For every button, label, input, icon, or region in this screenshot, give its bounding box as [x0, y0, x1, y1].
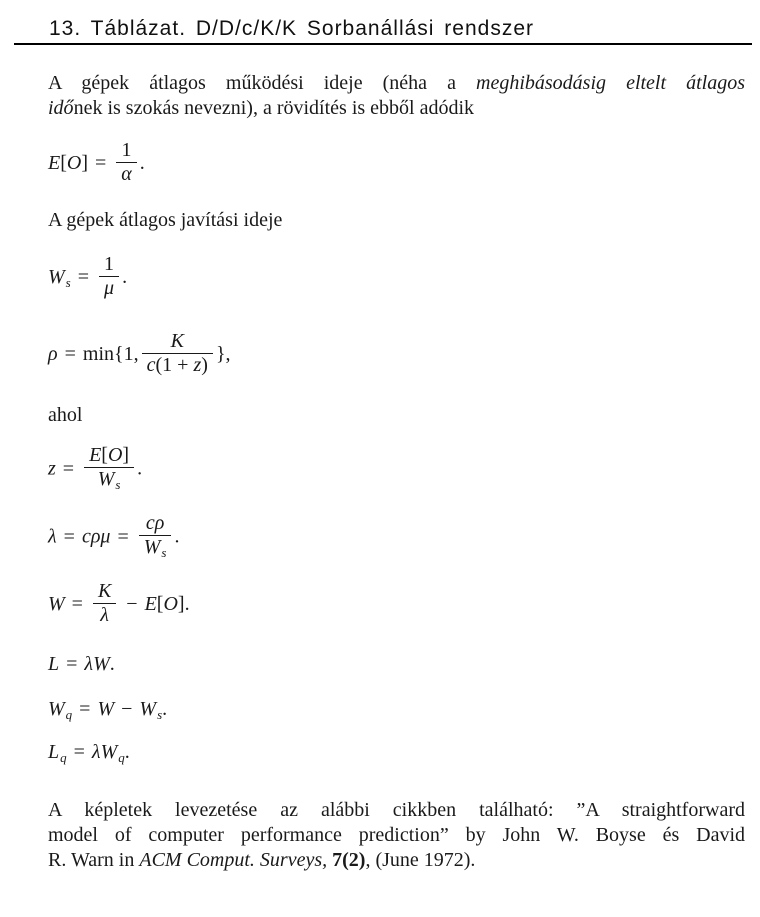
- paragraph-intro-line-2: [48, 96, 745, 121]
- period: .: [162, 698, 168, 720]
- fraction-denominator: [142, 353, 213, 377]
- math-var-W: W: [97, 467, 115, 490]
- math-var-W: W: [48, 593, 65, 616]
- fraction-numerator: cρ: [145, 511, 165, 534]
- math-var-c: c: [146, 353, 156, 376]
- citation-date: , (June 1972).: [365, 849, 476, 871]
- fraction-denominator: μ: [99, 276, 119, 300]
- math-term-lambda-W: λW: [91, 741, 118, 763]
- math-term-lambda-W: λW: [84, 653, 110, 675]
- citation-line-1: [48, 798, 745, 823]
- paragraph-ahol: ahol: [48, 404, 83, 426]
- period: .: [139, 152, 145, 175]
- fraction-denominator: [84, 467, 134, 492]
- fraction-numerator: K: [170, 329, 184, 352]
- minus-sign: −: [121, 698, 133, 720]
- math-var-rho: ρ: [48, 343, 58, 366]
- period: .: [124, 741, 130, 763]
- paragraph-intro-line-1: [48, 71, 745, 96]
- citation-text-3: R. Warn in: [48, 849, 140, 871]
- citation-line-2: [48, 823, 745, 848]
- equals-sign: =: [71, 593, 83, 616]
- math-var-O: O: [163, 593, 178, 616]
- formula-queue-wait: [48, 698, 760, 721]
- bracket-open: [: [60, 152, 67, 175]
- formula-z-ratio: [48, 443, 760, 494]
- math-var-O: O: [66, 152, 82, 175]
- formula-queue-length: [48, 741, 760, 764]
- period: .: [109, 653, 115, 675]
- formula-expected-operating-time: [48, 138, 760, 188]
- subscript-s: s: [161, 544, 167, 560]
- subscript-s: s: [115, 476, 121, 492]
- formula-utilization: [48, 329, 760, 379]
- paren-close: ): [201, 353, 208, 376]
- math-var-W-2: W: [97, 698, 115, 720]
- document-page: [0, 17, 760, 873]
- math-var-W-3: W: [139, 698, 157, 720]
- bracket-open: [: [156, 593, 164, 616]
- literal-one: 1,: [123, 343, 139, 366]
- formula-arrival-rate: [48, 511, 760, 562]
- math-var-z: z: [48, 457, 56, 480]
- period: .: [174, 525, 180, 548]
- subscript-q: q: [60, 750, 67, 765]
- citation-line-3: [48, 848, 745, 873]
- fraction-numerator: K: [97, 579, 112, 602]
- math-var-W: W: [48, 698, 65, 720]
- fraction-numerator: 1: [104, 252, 115, 275]
- period: .: [184, 593, 190, 616]
- math-var-W: W: [143, 535, 161, 558]
- equals-sign: =: [73, 741, 85, 763]
- subscript-s: s: [157, 707, 163, 722]
- paragraph-citation: [48, 798, 745, 873]
- bracket-close: ]: [122, 443, 130, 466]
- equals-sign: =: [63, 525, 75, 548]
- brace-open: {: [114, 343, 124, 366]
- fraction-numerator: [84, 444, 134, 467]
- citation-volume-issue: 7(2): [332, 849, 366, 871]
- paren-group: (1 +: [155, 353, 194, 376]
- intro-text-roman-2: nek is szokás nevezni), a rövidítés is ebből adódik: [73, 97, 475, 119]
- period: .: [137, 457, 143, 480]
- fraction: [139, 512, 172, 560]
- equals-sign: =: [66, 653, 78, 675]
- bracket-open: [: [101, 443, 108, 466]
- comma: ,: [225, 343, 231, 366]
- equals-sign-2: =: [117, 525, 129, 548]
- paragraph-repair-time: A gépek átlagos javítási ideje: [48, 209, 283, 231]
- math-var-z: z: [193, 353, 202, 376]
- minus-sign: −: [126, 593, 138, 616]
- min-operator: min: [82, 343, 115, 366]
- intro-text-roman: A gépek átlagos működési ideje (néha a: [48, 72, 477, 94]
- math-var-E: E: [144, 593, 157, 616]
- math-term-crm: cρμ: [81, 525, 111, 548]
- math-var-L: L: [48, 653, 60, 675]
- fraction-denominator: α: [116, 162, 137, 186]
- citation-text-2: model of computer performance prediction” by John W. Boyse és David: [48, 824, 745, 846]
- math-var-E: E: [48, 152, 61, 175]
- equals-sign: =: [79, 698, 91, 720]
- formula-little-law: [48, 653, 760, 676]
- formula-total-wait: [48, 579, 760, 629]
- equals-sign: =: [95, 152, 107, 175]
- equals-sign: =: [64, 343, 76, 366]
- fraction: [99, 253, 119, 300]
- bracket-close: ]: [81, 152, 89, 175]
- fraction-denominator: [139, 535, 172, 560]
- brace-close: }: [215, 343, 226, 366]
- subscript-s: s: [65, 275, 71, 291]
- citation-journal-name: ACM Comput. Surveys,: [139, 849, 333, 871]
- math-var-E: E: [89, 443, 102, 466]
- math-var-O: O: [107, 443, 123, 466]
- math-var-W: W: [48, 266, 65, 289]
- fraction: [93, 580, 116, 627]
- subscript-q-2: q: [118, 750, 125, 765]
- bracket-close-period: ]: [177, 593, 185, 616]
- paragraph-intro: [48, 71, 745, 121]
- period: .: [122, 266, 128, 289]
- section-title: 13. Táblázat. D/D/c/K/K Sorbanállási rendszer: [49, 17, 534, 40]
- intro-text-emphasis: meghibásodásig eltelt átlagos: [476, 72, 745, 94]
- fraction: [116, 139, 137, 186]
- intro-text-emphasis-2: idő: [48, 97, 74, 119]
- fraction-denominator: λ: [93, 603, 116, 627]
- math-var-lambda: λ: [48, 525, 57, 548]
- equals-sign: =: [77, 266, 90, 289]
- title-rule: [14, 43, 752, 45]
- subscript-q: q: [65, 707, 73, 722]
- citation-text-1: A képletek levezetése az alábbi cikkben található: ”A straightforward: [48, 799, 745, 821]
- fraction-numerator: 1: [121, 138, 132, 161]
- equals-sign: =: [62, 457, 75, 480]
- formula-service-time: [48, 252, 760, 302]
- fraction: [84, 444, 134, 492]
- fraction: [142, 330, 213, 377]
- math-var-L: L: [48, 741, 60, 763]
